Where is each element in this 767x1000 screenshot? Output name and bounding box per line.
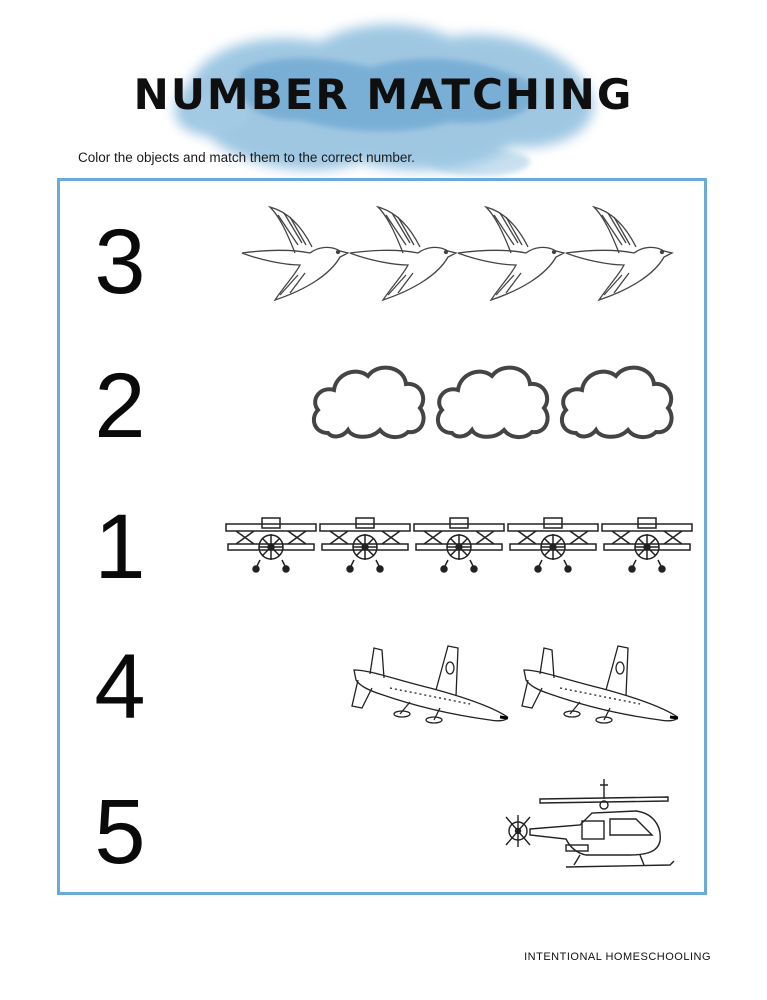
number-5: 5 xyxy=(94,781,146,883)
biplane-icon[interactable] xyxy=(412,512,506,574)
page-title: NUMBER MATCHING xyxy=(133,70,634,119)
number-3: 3 xyxy=(94,211,146,313)
footer-brand: INTENTIONAL HOMESCHOOLING xyxy=(524,951,711,963)
biplane-icon[interactable] xyxy=(318,512,412,574)
number-1: 1 xyxy=(94,496,146,598)
cloud-icon[interactable] xyxy=(308,358,428,442)
biplane-icon[interactable] xyxy=(224,512,318,574)
cloud-icon[interactable] xyxy=(432,358,552,442)
bird-icon[interactable] xyxy=(240,205,352,305)
cloud-icon[interactable] xyxy=(556,358,676,442)
bird-icon[interactable] xyxy=(456,205,568,305)
helicopter-icon[interactable] xyxy=(500,775,675,877)
biplane-icon[interactable] xyxy=(506,512,600,574)
airliner-icon[interactable] xyxy=(350,640,512,725)
instructions-text: Color the objects and match them to the correct number. xyxy=(78,150,415,165)
number-2: 2 xyxy=(94,355,146,457)
number-4: 4 xyxy=(94,636,146,738)
biplane-icon[interactable] xyxy=(600,512,694,574)
airliner-icon[interactable] xyxy=(520,640,682,725)
bird-icon[interactable] xyxy=(348,205,460,305)
bird-icon[interactable] xyxy=(564,205,676,305)
